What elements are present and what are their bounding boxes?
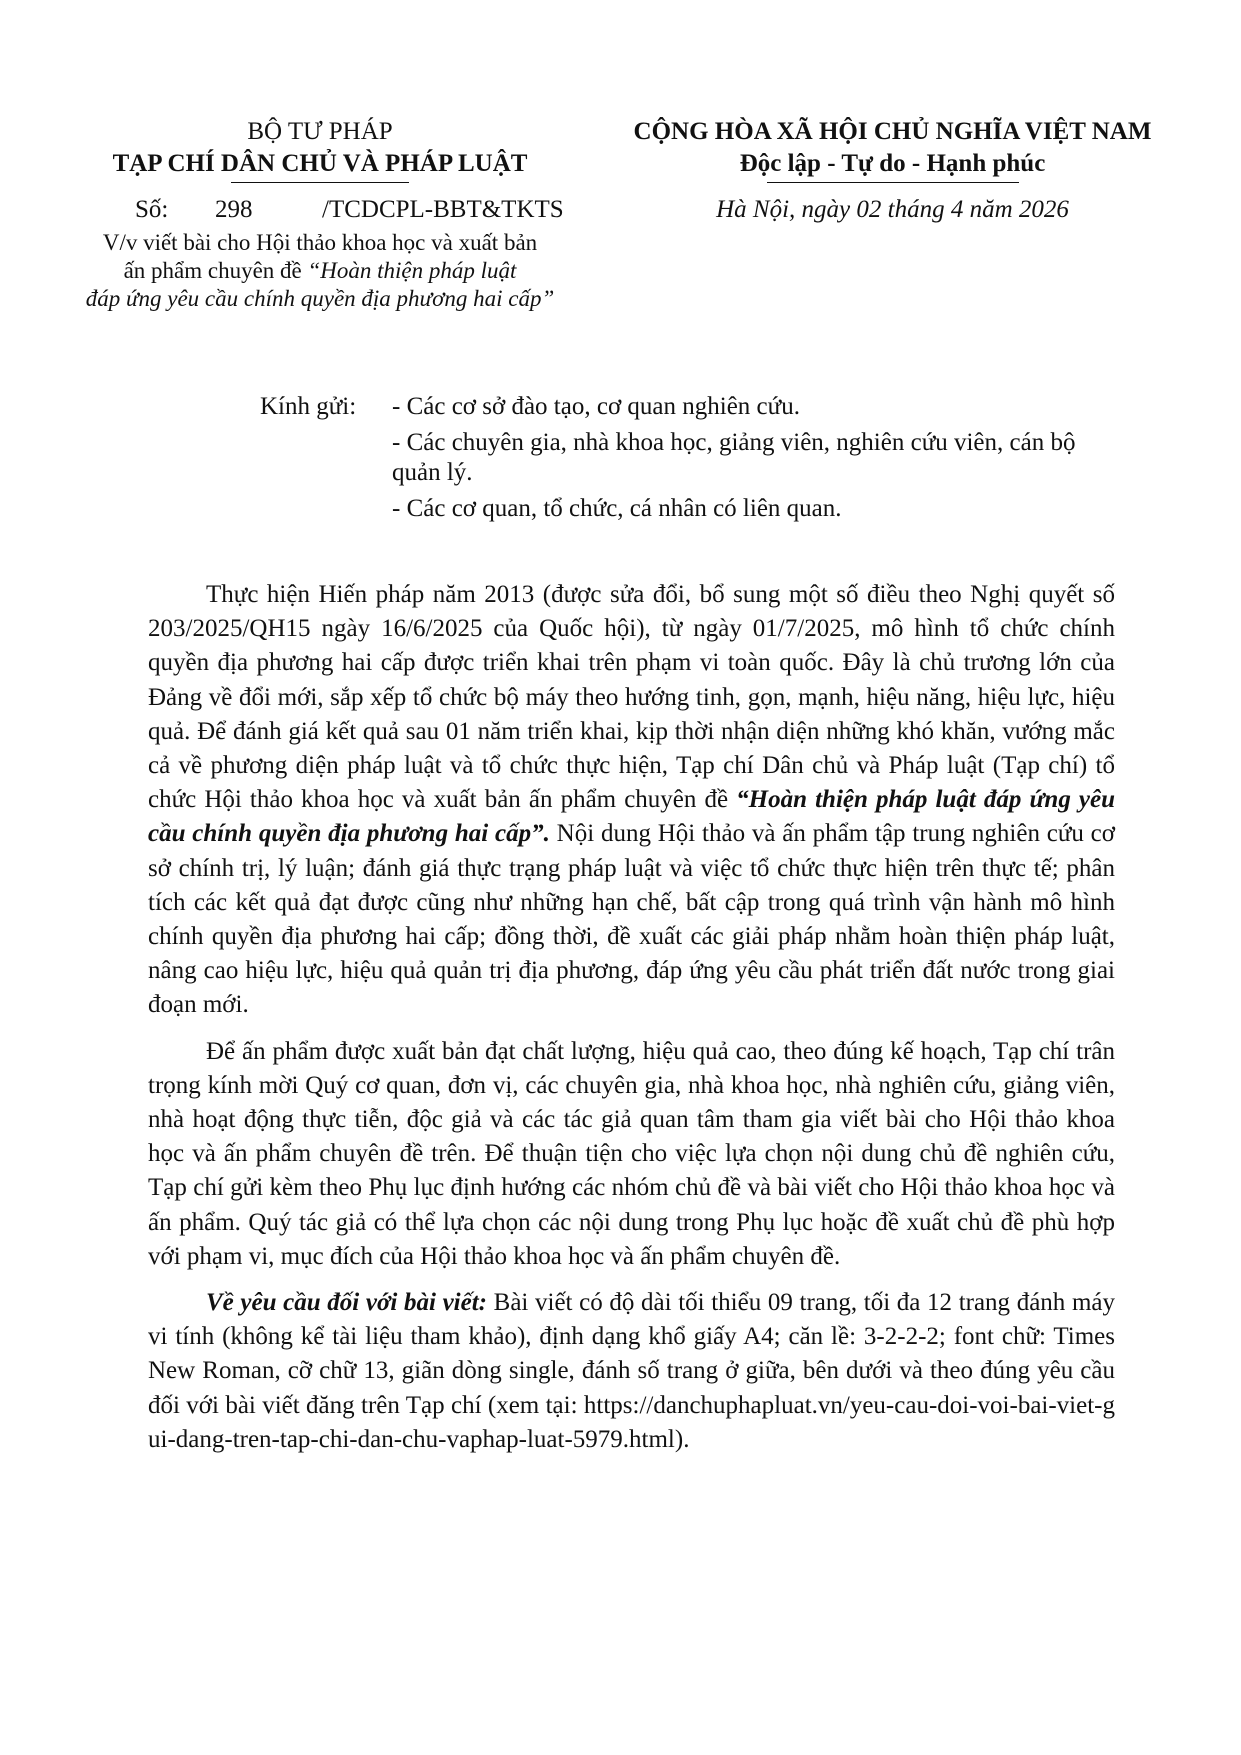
recipients-list (392, 392, 1112, 530)
national-motto: Độc lập - Tự do - Hạnh phúc (739, 150, 1046, 177)
subject-line-2-prefix: ấn phẩm chuyên đề (123, 258, 308, 283)
paragraph-2: Để ấn phẩm được xuất bản đạt chất lượng, hiệu quả cao, theo đúng kế hoạch, Tạp chí trân trọng kính mời Quý cơ quan, đơn vị, các chuyên gia, nhà khoa học, nhà nghiên cứu, giảng viên, nhà hoạt động thực tiễn, độc giả và các tác giả quan tâm tham gia viết bài cho Hội thảo khoa học và ấn phẩm chuyên đề trên. Để thuận tiện cho việc lựa chọn nội dung chủ đề nghiên cứu, Tạp chí gửi kèm theo Phụ lục định hướng các nhóm chủ đề và bài viết cho Hội thảo khoa học và ấn phẩm. Quý tác giả có thể lựa chọn các nội dung trong Phụ lục hoặc đề xuất chủ đề phù hợp với phạm vi, mục đích của Hội thảo khoa học và ấn phẩm chuyên đề. (148, 1037, 1115, 1270)
issuer-block (60, 116, 580, 313)
doc-number-value: 298 (215, 196, 253, 223)
requirements-heading: Về yêu cầu đối với bài viết: (206, 1289, 487, 1317)
recipient-item: - Các cơ quan, tổ chức, cá nhân có liên quan. (392, 495, 842, 522)
paragraph-3 (148, 1286, 1115, 1457)
place-date: Hà Nội, ngày 02 tháng 4 năm 2026 (716, 196, 1069, 223)
ministry-name: BỘ TƯ PHÁP (247, 118, 393, 145)
national-header (585, 116, 1200, 227)
agency-underline (231, 182, 409, 183)
doc-number-label: Số: (135, 196, 169, 223)
document-number (60, 193, 580, 227)
requirements-text: Bài viết có độ dài tối thiểu 09 trang, tối đa 12 trang đánh máy vi tính (không kể tài liệu tham khảo), định dạng khổ giấy A4; căn lề: 3-2-2-2; font chữ: Times New Roman, cỡ chữ 13, giãn dòng single, đánh số trang ở giữa, bên dưới và theo đúng yêu cầu đối với bài viết đăng trên Tạp chí (xem tại: (148, 1289, 1115, 1419)
paragraph-1-text-b: Nội dung Hội thảo và ấn phẩm tập trung nghiên cứu cơ sở chính trị, lý luận; đánh giá thực trạng pháp luật và việc tổ chức thực hiện trên thực tế; phân tích các kết quả đạt được cũng như những hạn chế, bất cập trong quá trình vận hành mô hình chính quyền địa phương hai cấp; đồng thời, đề xuất các giải pháp nhằm hoàn thiện pháp luật, nâng cao hiệu lực, hiệu quả quản trị địa phương, đáp ứng yêu cầu phát triển đất nước trong giai đoạn mới. (148, 820, 1115, 1019)
subject-title-part1: “Hoàn thiện pháp luật (307, 258, 517, 283)
recipient-item: - Các chuyên gia, nhà khoa học, giảng viên, nghiên cứu viên, cán bộ quản lý. (392, 429, 1076, 486)
requirements-end: ). (674, 1425, 690, 1453)
event-title: “Hoàn thiện pháp luật đáp ứng yêu cầu chính quyền địa phương hai cấp”. (148, 786, 1116, 848)
requirements-url[interactable]: https://danchuphapluat.vn/yeu-cau-doi-voi-bai-viet-gui-dang-tren-tap-chi-dan-chu-vaphap-luat-5979.html (148, 1391, 1115, 1453)
paragraph-1 (148, 578, 1115, 1023)
letter-body (148, 578, 1115, 1469)
recipient-item: - Các cơ sở đào tạo, cơ quan nghiên cứu. (392, 393, 800, 420)
recipients-label: Kính gửi: (260, 393, 357, 420)
subject-line-2 (60, 257, 580, 285)
paragraph-1-text-a: Thực hiện Hiến pháp năm 2013 (được sửa đổi, bổ sung một số điều theo Nghị quyết số 203/2025/QH15 ngày 16/6/2025 của Quốc hội), từ ngày 01/7/2025, mô hình tổ chức chính quyền địa phương hai cấp được triển khai trên phạm vi toàn quốc. Đây là chủ trương lớn của Đảng về đổi mới, sắp xếp tổ chức bộ máy theo hướng tinh, gọn, mạnh, hiệu năng, hiệu lực, hiệu quả. Để đánh giá kết quả sau 01 năm triển khai, kịp thời nhận diện những khó khăn, vướng mắc cả về phương diện pháp luật và tổ chức thực hiện, Tạp chí Dân chủ và Pháp luật (Tạp chí) tổ chức Hội thảo khoa học và xuất bản ấn phẩm chuyên đề (148, 581, 1115, 814)
motto-underline (767, 182, 1019, 183)
doc-code: /TCDCPL-BBT&TKTS (322, 196, 564, 223)
subject-title-part2: đáp ứng yêu cầu chính quyền địa phương hai cấp” (85, 286, 555, 311)
subject-line-1: V/v viết bài cho Hội thảo khoa học và xuất bản (102, 230, 538, 255)
subject-line (60, 229, 580, 313)
agency-name: TẠP CHÍ DÂN CHỦ VÀ PHÁP LUẬT (112, 150, 528, 177)
nation-name: CỘNG HÒA XÃ HỘI CHỦ NGHĨA VIỆT NAM (633, 118, 1152, 145)
